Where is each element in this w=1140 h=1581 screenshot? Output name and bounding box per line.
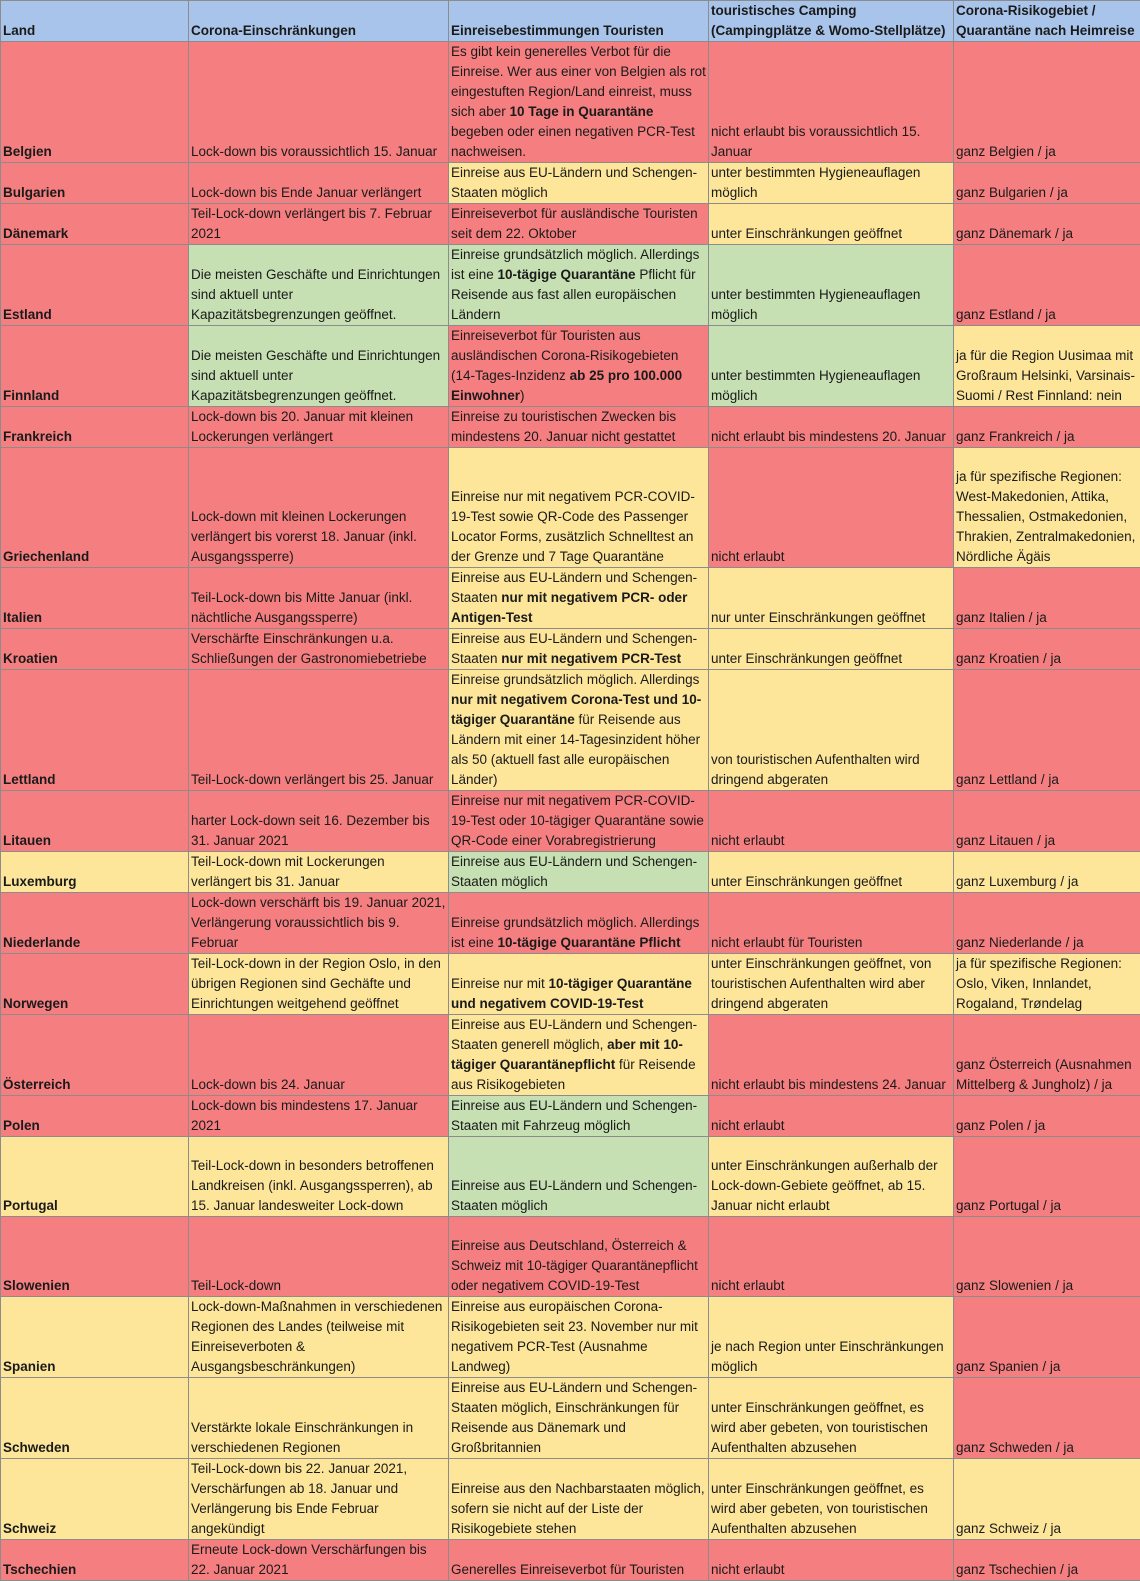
cell-text: Einreise nur mit xyxy=(451,976,549,991)
cell-restrictions xyxy=(189,42,449,163)
table-row xyxy=(1,1378,1140,1459)
cell-text: Einreise grundsätzlich möglich. Allerdings xyxy=(451,672,699,687)
cell-text: Einreise grundsätzlich möglich. Allerdings ist eine xyxy=(451,247,699,282)
cell-restrictions xyxy=(189,1096,449,1137)
cell-land: Litauen xyxy=(1,791,189,852)
cell-camping xyxy=(709,407,954,448)
cell-land: Estland xyxy=(1,245,189,326)
cell-camping xyxy=(709,1015,954,1096)
cell-text: Verstärkte lokale Einschränkungen in verschiedenen Regionen xyxy=(191,1420,413,1455)
cell-entry xyxy=(449,1459,709,1540)
cell-text: Lock-down bis Ende Januar verlängert xyxy=(191,185,421,200)
cell-text: ganz Litauen / ja xyxy=(956,833,1055,848)
cell-land: Italien xyxy=(1,568,189,629)
cell-camping xyxy=(709,568,954,629)
cell-text: Einreise aus EU-Ländern und Schengen-Staaten möglich xyxy=(451,165,697,200)
table-row xyxy=(1,1297,1140,1378)
cell-restrictions xyxy=(189,1540,449,1581)
cell-entry xyxy=(449,1096,709,1137)
cell-text: nicht erlaubt xyxy=(711,1562,785,1577)
bold-text: nur mit negativem PCR-Test xyxy=(501,651,681,666)
cell-text: ganz Lettland / ja xyxy=(956,772,1059,787)
cell-camping xyxy=(709,629,954,670)
cell-text: Lock-down verschärft bis 19. Januar 2021, Verlängerung voraussichtlich bis 9. Februar xyxy=(191,895,445,950)
cell-text: Teil-Lock-down bis 22. Januar 2021, Verschärfungen ab 18. Januar und Verlängerung bis Ende Februar angekündigt xyxy=(191,1461,407,1536)
cell-text: ganz Schweiz / ja xyxy=(956,1521,1061,1536)
table-row xyxy=(1,568,1140,629)
cell-text: ganz Polen / ja xyxy=(956,1118,1045,1133)
cell-land: Lettland xyxy=(1,670,189,791)
cell-entry xyxy=(449,954,709,1015)
cell-land: Österreich xyxy=(1,1015,189,1096)
cell-land: Schweiz xyxy=(1,1459,189,1540)
cell-text: Lock-down bis mindestens 17. Januar 2021 xyxy=(191,1098,418,1133)
cell-text: unter bestimmten Hygieneauflagen möglich xyxy=(711,287,920,322)
cell-entry xyxy=(449,1297,709,1378)
cell-text: Einreise aus EU-Ländern und Schengen-Staaten xyxy=(451,570,697,605)
cell-risk xyxy=(954,1540,1140,1581)
cell-text: ganz Kroatien / ja xyxy=(956,651,1061,666)
cell-text: Einreise nur mit negativem PCR-COVID-19-Test oder 10-tägiger Quarantäne sowie QR-Code einer Vorabregistrierung xyxy=(451,793,704,848)
cell-entry xyxy=(449,1217,709,1297)
table-row xyxy=(1,1217,1140,1297)
cell-risk xyxy=(954,407,1140,448)
cell-risk xyxy=(954,448,1140,568)
header-entry: Einreisebestimmungen Touristen xyxy=(449,1,709,42)
cell-land: Slowenien xyxy=(1,1217,189,1297)
cell-risk xyxy=(954,1096,1140,1137)
cell-restrictions xyxy=(189,629,449,670)
cell-text: Teil-Lock-down bis Mitte Januar (inkl. nächtliche Ausgangssperre) xyxy=(191,590,412,625)
table-row xyxy=(1,852,1140,893)
cell-restrictions xyxy=(189,204,449,245)
cell-entry xyxy=(449,204,709,245)
cell-camping xyxy=(709,163,954,204)
cell-text: ganz Tschechien / ja xyxy=(956,1562,1078,1577)
cell-text: nicht erlaubt bis voraussichtlich 15. Januar xyxy=(711,124,920,159)
cell-entry xyxy=(449,407,709,448)
cell-camping xyxy=(709,791,954,852)
cell-text: Die meisten Geschäfte und Einrichtungen sind aktuell unter Kapazitätsbegrenzungen geöffnet. xyxy=(191,267,440,322)
bold-text: nur mit negativem Corona-Test und 10-tägiger Quarantäne xyxy=(451,692,701,727)
table-row xyxy=(1,791,1140,852)
cell-text: ganz Niederlande / ja xyxy=(956,935,1084,950)
cell-camping xyxy=(709,204,954,245)
cell-text: ja für die Region Uusimaa mit Großraum Helsinki, Varsinais-Suomi / Rest Finnland: nein xyxy=(956,348,1135,403)
cell-text: Einreise aus EU-Ländern und Schengen-Staaten möglich, Einschränkungen für Reisende aus Dänemark und Großbritannien xyxy=(451,1380,697,1455)
cell-land: Griechenland xyxy=(1,448,189,568)
cell-restrictions xyxy=(189,326,449,407)
bold-text: 10 Tage in Quarantäne xyxy=(510,104,654,119)
cell-text: Erneute Lock-down Verschärfungen bis 22. Januar 2021 xyxy=(191,1542,427,1577)
cell-entry xyxy=(449,448,709,568)
table-row xyxy=(1,1015,1140,1096)
cell-restrictions xyxy=(189,1378,449,1459)
cell-text: harter Lock-down seit 16. Dezember bis 31. Januar 2021 xyxy=(191,813,430,848)
cell-text: Einreise nur mit negativem PCR-COVID-19-Test sowie QR-Code des Passenger Locator Forms, zusätzlich Schnelltest an der Grenze und 7 Tage Quarantäne xyxy=(451,489,695,564)
cell-text: Einreiseverbot für Touristen aus ausländischen Corona-Risikogebieten (14-Tages-Inzidenz xyxy=(451,328,678,383)
cell-restrictions xyxy=(189,1459,449,1540)
cell-text: Einreise aus europäischen Corona-Risikogebieten seit 23. November nur mit negativem PCR-Test (Ausnahme Landweg) xyxy=(451,1299,698,1374)
cell-risk xyxy=(954,1459,1140,1540)
cell-text: Teil-Lock-down verlängert bis 7. Februar 2021 xyxy=(191,206,432,241)
table-row xyxy=(1,629,1140,670)
cell-text: unter Einschränkungen geöffnet, es wird aber gebeten, von touristischen Aufenthalten abzusehen xyxy=(711,1481,928,1536)
bold-text: 10-tägiger Quarantäne und negativem COVID-19-Test xyxy=(451,976,692,1011)
cell-text: von touristischen Aufenthalten wird dringend abgeraten xyxy=(711,752,920,787)
cell-land: Luxemburg xyxy=(1,852,189,893)
cell-camping xyxy=(709,1217,954,1297)
cell-restrictions xyxy=(189,954,449,1015)
cell-restrictions xyxy=(189,791,449,852)
cell-text: ganz Bulgarien / ja xyxy=(956,185,1068,200)
table-body xyxy=(1,42,1140,1581)
cell-camping xyxy=(709,1540,954,1581)
cell-text: Einreise aus EU-Ländern und Schengen-Staaten möglich xyxy=(451,854,697,889)
cell-land: Schweden xyxy=(1,1378,189,1459)
cell-entry xyxy=(449,852,709,893)
cell-land: Niederlande xyxy=(1,893,189,954)
cell-entry xyxy=(449,1015,709,1096)
cell-camping xyxy=(709,954,954,1015)
cell-text: Einreise aus EU-Ländern und Schengen-Staaten xyxy=(451,631,697,666)
cell-camping xyxy=(709,670,954,791)
cell-text: unter Einschränkungen geöffnet xyxy=(711,874,902,889)
cell-text: Lock-down mit kleinen Lockerungen verlängert bis vorerst 18. Januar (inkl. Ausgangssperre) xyxy=(191,509,417,564)
cell-text: nur unter Einschränkungen geöffnet xyxy=(711,610,925,625)
cell-text: Teil-Lock-down xyxy=(191,1278,281,1293)
cell-risk xyxy=(954,1378,1140,1459)
cell-risk xyxy=(954,163,1140,204)
cell-camping xyxy=(709,245,954,326)
cell-text: nicht erlaubt xyxy=(711,1278,785,1293)
cell-risk xyxy=(954,1217,1140,1297)
cell-text: ganz Luxemburg / ja xyxy=(956,874,1078,889)
cell-text: für Reisende aus Risikogebieten xyxy=(451,1057,696,1092)
cell-entry xyxy=(449,629,709,670)
cell-entry xyxy=(449,245,709,326)
cell-text: Einreise grundsätzlich möglich. Allerdings ist eine xyxy=(451,915,699,950)
cell-risk xyxy=(954,245,1140,326)
cell-text: Einreise aus EU-Ländern und Schengen-Staaten mit Fahrzeug möglich xyxy=(451,1098,697,1133)
cell-text: Einreise aus EU-Ländern und Schengen-Staaten generell möglich, xyxy=(451,1017,697,1052)
table-row xyxy=(1,1459,1140,1540)
header-row xyxy=(1,1,1140,42)
cell-text: ganz Schweden / ja xyxy=(956,1440,1074,1455)
cell-text: unter Einschränkungen geöffnet, von touristischen Aufenthalten wird aber dringend abgeraten xyxy=(711,956,931,1011)
table-row xyxy=(1,1540,1140,1581)
cell-restrictions xyxy=(189,1297,449,1378)
cell-risk xyxy=(954,791,1140,852)
cell-camping xyxy=(709,852,954,893)
cell-camping xyxy=(709,326,954,407)
cell-text: ganz Portugal / ja xyxy=(956,1198,1061,1213)
cell-land: Frankreich xyxy=(1,407,189,448)
cell-risk xyxy=(954,326,1140,407)
table-row xyxy=(1,954,1140,1015)
cell-restrictions xyxy=(189,1015,449,1096)
cell-text: ganz Estland / ja xyxy=(956,307,1056,322)
cell-text: unter bestimmten Hygieneauflagen möglich xyxy=(711,165,920,200)
cell-camping xyxy=(709,1297,954,1378)
cell-restrictions xyxy=(189,407,449,448)
table-row xyxy=(1,407,1140,448)
cell-camping xyxy=(709,42,954,163)
header-restrictions: Corona-Einschränkungen xyxy=(189,1,449,42)
cell-risk xyxy=(954,893,1140,954)
cell-text: nicht erlaubt xyxy=(711,833,785,848)
cell-restrictions xyxy=(189,568,449,629)
cell-land: Belgien xyxy=(1,42,189,163)
bold-text: ab 25 pro 100.000 Einwohner xyxy=(451,368,682,403)
cell-entry xyxy=(449,42,709,163)
cell-text: ganz Belgien / ja xyxy=(956,144,1056,159)
table-row xyxy=(1,42,1140,163)
cell-text: je nach Region unter Einschränkungen möglich xyxy=(711,1339,944,1374)
cell-entry xyxy=(449,163,709,204)
table-row xyxy=(1,163,1140,204)
table-row xyxy=(1,1137,1140,1217)
cell-camping xyxy=(709,893,954,954)
cell-entry xyxy=(449,568,709,629)
cell-entry xyxy=(449,670,709,791)
cell-restrictions xyxy=(189,852,449,893)
cell-text: Teil-Lock-down mit Lockerungen verlängert bis 31. Januar xyxy=(191,854,385,889)
cell-entry xyxy=(449,1137,709,1217)
cell-text: ganz Frankreich / ja xyxy=(956,429,1075,444)
cell-text: Pflicht für Reisende aus fast allen europäischen Ländern xyxy=(451,267,696,322)
cell-restrictions xyxy=(189,163,449,204)
cell-restrictions xyxy=(189,448,449,568)
cell-text: begeben oder einen negativen PCR-Test nachweisen. xyxy=(451,124,695,159)
cell-land: Kroatien xyxy=(1,629,189,670)
cell-land: Dänemark xyxy=(1,204,189,245)
cell-camping xyxy=(709,1459,954,1540)
cell-text: nicht erlaubt xyxy=(711,549,785,564)
table-row xyxy=(1,893,1140,954)
cell-text: unter Einschränkungen geöffnet xyxy=(711,226,902,241)
bold-text: nur mit negativem PCR- oder Antigen-Test xyxy=(451,590,687,625)
cell-text: nicht erlaubt bis mindestens 24. Januar xyxy=(711,1077,946,1092)
cell-text: unter bestimmten Hygieneauflagen möglich xyxy=(711,368,920,403)
table-row xyxy=(1,204,1140,245)
cell-risk xyxy=(954,954,1140,1015)
cell-text: unter Einschränkungen geöffnet, es wird aber gebeten, von touristischen Aufenthalten abzusehen xyxy=(711,1400,928,1455)
table-row xyxy=(1,670,1140,791)
cell-text: ganz Dänemark / ja xyxy=(956,226,1073,241)
bold-text: 10-tägige Quarantäne xyxy=(498,267,636,282)
header-camping: touristisches Camping (Campingplätze & Womo-Stellplätze) xyxy=(709,1,954,42)
cell-text: Einreise zu touristischen Zwecken bis mindestens 20. Januar nicht gestattet xyxy=(451,409,676,444)
cell-text: ja für spezifische Regionen: West-Makedonien, Attika, Thessalien, Ostmakedonien, Thrakien, Zentralmakedonien, Nördliche Ägäis xyxy=(956,469,1135,564)
cell-text: Teil-Lock-down verlängert bis 25. Januar xyxy=(191,772,433,787)
cell-land: Polen xyxy=(1,1096,189,1137)
cell-camping xyxy=(709,448,954,568)
cell-risk xyxy=(954,629,1140,670)
bold-text: aber mit 10-tägiger Quarantänepflicht xyxy=(451,1037,683,1072)
cell-land: Spanien xyxy=(1,1297,189,1378)
cell-restrictions xyxy=(189,1217,449,1297)
cell-risk xyxy=(954,670,1140,791)
cell-text: nicht erlaubt bis mindestens 20. Januar xyxy=(711,429,946,444)
cell-text: Generelles Einreiseverbot für Touristen xyxy=(451,1562,684,1577)
cell-text: Verschärfte Einschränkungen u.a. Schließungen der Gastronomiebetriebe xyxy=(191,631,427,666)
cell-restrictions xyxy=(189,893,449,954)
cell-text: Einreise aus Deutschland, Österreich & Schweiz mit 10-tägiger Quarantänepflicht oder negativem COVID-19-Test xyxy=(451,1238,698,1293)
table-row xyxy=(1,326,1140,407)
cell-risk xyxy=(954,1137,1140,1217)
cell-land: Tschechien xyxy=(1,1540,189,1581)
table-row xyxy=(1,448,1140,568)
cell-text: Teil-Lock-down in der Region Oslo, in den übrigen Regionen sind Gechäfte und Einrichtungen weitgehend geöffnet xyxy=(191,956,441,1011)
cell-risk xyxy=(954,852,1140,893)
header-risk: Corona-Risikogebiet / Quarantäne nach Heimreise xyxy=(954,1,1140,42)
cell-land: Portugal xyxy=(1,1137,189,1217)
cell-entry xyxy=(449,1540,709,1581)
cell-text: nicht erlaubt xyxy=(711,1118,785,1133)
cell-text: Lock-down bis voraussichtlich 15. Januar xyxy=(191,144,437,159)
cell-risk xyxy=(954,1297,1140,1378)
cell-text: unter Einschränkungen geöffnet xyxy=(711,651,902,666)
cell-risk xyxy=(954,42,1140,163)
cell-entry xyxy=(449,893,709,954)
cell-land: Bulgarien xyxy=(1,163,189,204)
cell-text: Es gibt kein generelles Verbot für die Einreise. Wer aus einer von Belgien als rot eingestuften Region/Land einreist, muss sich aber xyxy=(451,44,706,119)
cell-text: ja für spezifische Regionen: Oslo, Viken, Innlandet, Rogaland, Trøndelag xyxy=(956,956,1122,1011)
cell-text: Die meisten Geschäfte und Einrichtungen sind aktuell unter Kapazitätsbegrenzungen geöffnet. xyxy=(191,348,440,403)
cell-text: Teil-Lock-down in besonders betroffenen Landkreisen (inkl. Ausgangssperren), ab 15. Januar landesweiter Lock-down xyxy=(191,1158,434,1213)
cell-text: nicht erlaubt für Touristen xyxy=(711,935,862,950)
cell-text: unter Einschränkungen außerhalb der Lock-down-Gebiete geöffnet, ab 15. Januar nicht erlaubt xyxy=(711,1158,938,1213)
cell-land: Finnland xyxy=(1,326,189,407)
cell-text: Lock-down-Maßnahmen in verschiedenen Regionen des Landes (teilweise mit Einreiseverboten & Ausgangsbeschränkungen) xyxy=(191,1299,442,1374)
cell-restrictions xyxy=(189,1137,449,1217)
cell-entry xyxy=(449,326,709,407)
cell-text: Einreise aus den Nachbarstaaten möglich, sofern sie nicht auf der Liste der Risikogebiete stehen xyxy=(451,1481,705,1536)
cell-text: Lock-down bis 24. Januar xyxy=(191,1077,345,1092)
cell-text: Einreise aus EU-Ländern und Schengen-Staaten möglich xyxy=(451,1178,697,1213)
cell-text: ganz Slowenien / ja xyxy=(956,1278,1073,1293)
table-row xyxy=(1,1096,1140,1137)
cell-restrictions xyxy=(189,245,449,326)
table-row xyxy=(1,245,1140,326)
cell-risk xyxy=(954,204,1140,245)
cell-text: ganz Spanien / ja xyxy=(956,1359,1060,1374)
cell-entry xyxy=(449,791,709,852)
cell-risk xyxy=(954,1015,1140,1096)
cell-risk xyxy=(954,568,1140,629)
bold-text: 10-tägige Quarantäne Pflicht xyxy=(498,935,681,950)
cell-entry xyxy=(449,1378,709,1459)
cell-restrictions xyxy=(189,670,449,791)
header-land: Land xyxy=(1,1,189,42)
cell-text: ganz Österreich (Ausnahmen Mittelberg & Jungholz) / ja xyxy=(956,1057,1132,1092)
cell-text: ) xyxy=(520,388,525,403)
cell-camping xyxy=(709,1137,954,1217)
cell-text: Lock-down bis 20. Januar mit kleinen Lockerungen verlängert xyxy=(191,409,413,444)
cell-text: ganz Italien / ja xyxy=(956,610,1047,625)
cell-text: für Reisende aus Ländern mit einer 14-Tagesinzident höher als 50 (aktuell fast alle europäischen Länder) xyxy=(451,712,700,787)
cell-text: Einreiseverbot für ausländische Touristen seit dem 22. Oktober xyxy=(451,206,698,241)
cell-land: Norwegen xyxy=(1,954,189,1015)
cell-camping xyxy=(709,1378,954,1459)
cell-camping xyxy=(709,1096,954,1137)
